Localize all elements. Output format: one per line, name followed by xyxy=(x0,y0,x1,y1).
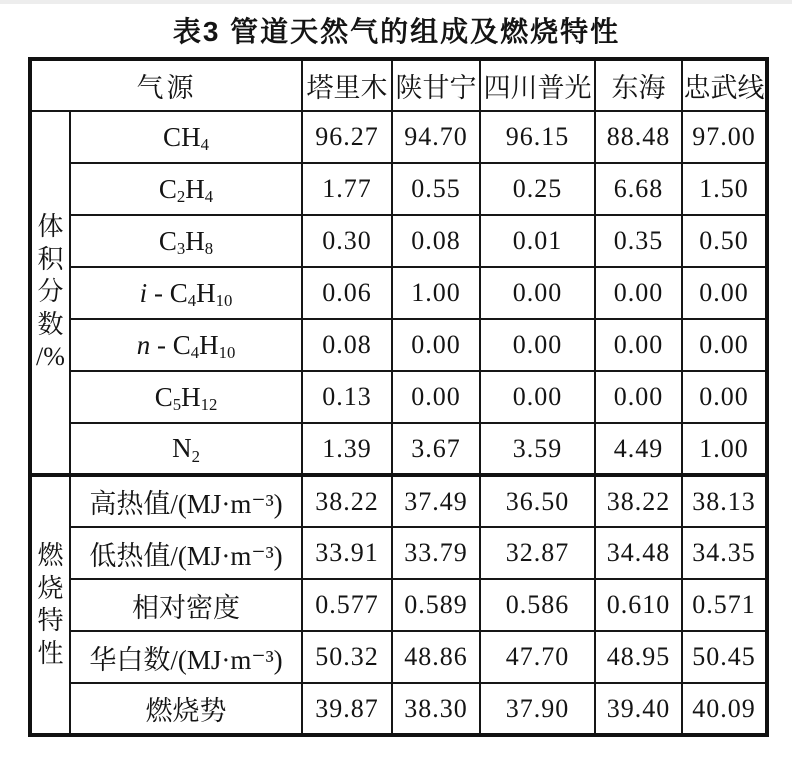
table-row xyxy=(30,527,767,579)
table-row xyxy=(30,631,767,683)
value-cell: 0.00 xyxy=(595,267,682,319)
group-label xyxy=(30,111,70,475)
value-cell: 0.00 xyxy=(682,267,767,319)
column-header: 陕甘宁 xyxy=(392,59,480,111)
value-cell: 40.09 xyxy=(682,683,767,735)
table-row xyxy=(30,683,767,735)
value-cell: 0.00 xyxy=(595,319,682,371)
value-cell: 0.55 xyxy=(392,163,480,215)
value-cell: 38.22 xyxy=(595,475,682,527)
value-cell: 0.00 xyxy=(392,371,480,423)
value-cell: 0.00 xyxy=(480,267,595,319)
table-title: 表3 管道天然气的组成及燃烧特性 xyxy=(172,16,621,47)
row-label: 华白数/(MJ·m⁻³) xyxy=(70,631,302,683)
column-header: 东海 xyxy=(595,59,682,111)
column-header: 四川普光 xyxy=(480,59,595,111)
value-cell: 38.22 xyxy=(302,475,392,527)
row-label: $CH_4$ xyxy=(70,111,302,163)
value-cell: 33.91 xyxy=(302,527,392,579)
row-label: $N_2$ xyxy=(70,423,302,475)
row-label: i - $C_4H_{10}$ xyxy=(70,267,302,319)
row-label: 燃烧势 xyxy=(70,683,302,735)
value-cell: 0.00 xyxy=(682,371,767,423)
value-cell: 50.45 xyxy=(682,631,767,683)
value-cell: 4.49 xyxy=(595,423,682,475)
value-cell: 3.59 xyxy=(480,423,595,475)
value-cell: 0.571 xyxy=(682,579,767,631)
value-cell: 3.67 xyxy=(392,423,480,475)
value-cell: 0.00 xyxy=(480,371,595,423)
value-cell: 50.32 xyxy=(302,631,392,683)
value-cell: 47.70 xyxy=(480,631,595,683)
value-cell: 34.48 xyxy=(595,527,682,579)
value-cell: 0.25 xyxy=(480,163,595,215)
value-cell: 0.577 xyxy=(302,579,392,631)
value-cell: 32.87 xyxy=(480,527,595,579)
value-cell: 0.586 xyxy=(480,579,595,631)
value-cell: 33.79 xyxy=(392,527,480,579)
table-row xyxy=(30,423,767,475)
row-label: $C_5H_{12}$ xyxy=(70,371,302,423)
table-row xyxy=(30,371,767,423)
table-row xyxy=(30,215,767,267)
scan-artifact-band xyxy=(0,0,792,4)
value-cell: 96.15 xyxy=(480,111,595,163)
value-cell: 1.50 xyxy=(682,163,767,215)
row-label: 高热值/(MJ·m⁻³) xyxy=(70,475,302,527)
table-row xyxy=(30,475,767,527)
table-row xyxy=(30,319,767,371)
value-cell: 1.00 xyxy=(682,423,767,475)
value-cell: 37.90 xyxy=(480,683,595,735)
value-cell: 48.86 xyxy=(392,631,480,683)
group-label xyxy=(30,475,70,735)
table-row xyxy=(30,579,767,631)
table-corner-cell: 气源 xyxy=(30,59,302,111)
row-label: n - $C_4H_{10}$ xyxy=(70,319,302,371)
value-cell: 0.00 xyxy=(682,319,767,371)
value-cell: 94.70 xyxy=(392,111,480,163)
table-row xyxy=(30,267,767,319)
value-cell: 1.77 xyxy=(302,163,392,215)
value-cell: 88.48 xyxy=(595,111,682,163)
group-label-text: 燃烧特性 xyxy=(37,541,64,668)
value-cell: 34.35 xyxy=(682,527,767,579)
value-cell: 0.00 xyxy=(480,319,595,371)
value-cell: 1.00 xyxy=(392,267,480,319)
value-cell: 0.08 xyxy=(392,215,480,267)
gas-composition-table xyxy=(28,57,769,737)
group-label-text: 体积分数/% xyxy=(36,212,65,372)
table-row xyxy=(30,163,767,215)
value-cell: 0.08 xyxy=(302,319,392,371)
row-label: 低热值/(MJ·m⁻³) xyxy=(70,527,302,579)
value-cell: 0.13 xyxy=(302,371,392,423)
value-cell: 0.610 xyxy=(595,579,682,631)
value-cell: 0.06 xyxy=(302,267,392,319)
row-label: 相对密度 xyxy=(70,579,302,631)
value-cell: 39.40 xyxy=(595,683,682,735)
header-row xyxy=(30,59,767,111)
value-cell: 6.68 xyxy=(595,163,682,215)
value-cell: 0.30 xyxy=(302,215,392,267)
column-header: 塔里木 xyxy=(302,59,392,111)
column-header: 忠武线 xyxy=(682,59,767,111)
value-cell: 0.50 xyxy=(682,215,767,267)
value-cell: 36.50 xyxy=(480,475,595,527)
value-cell: 48.95 xyxy=(595,631,682,683)
value-cell: 0.35 xyxy=(595,215,682,267)
value-cell: 1.39 xyxy=(302,423,392,475)
value-cell: 0.00 xyxy=(595,371,682,423)
value-cell: 0.00 xyxy=(392,319,480,371)
value-cell: 37.49 xyxy=(392,475,480,527)
value-cell: 0.01 xyxy=(480,215,595,267)
value-cell: 96.27 xyxy=(302,111,392,163)
row-label: $C_2H_4$ xyxy=(70,163,302,215)
value-cell: 97.00 xyxy=(682,111,767,163)
row-label: $C_3H_8$ xyxy=(70,215,302,267)
table-row xyxy=(30,111,767,163)
value-cell: 38.13 xyxy=(682,475,767,527)
value-cell: 39.87 xyxy=(302,683,392,735)
value-cell: 0.589 xyxy=(392,579,480,631)
value-cell: 38.30 xyxy=(392,683,480,735)
